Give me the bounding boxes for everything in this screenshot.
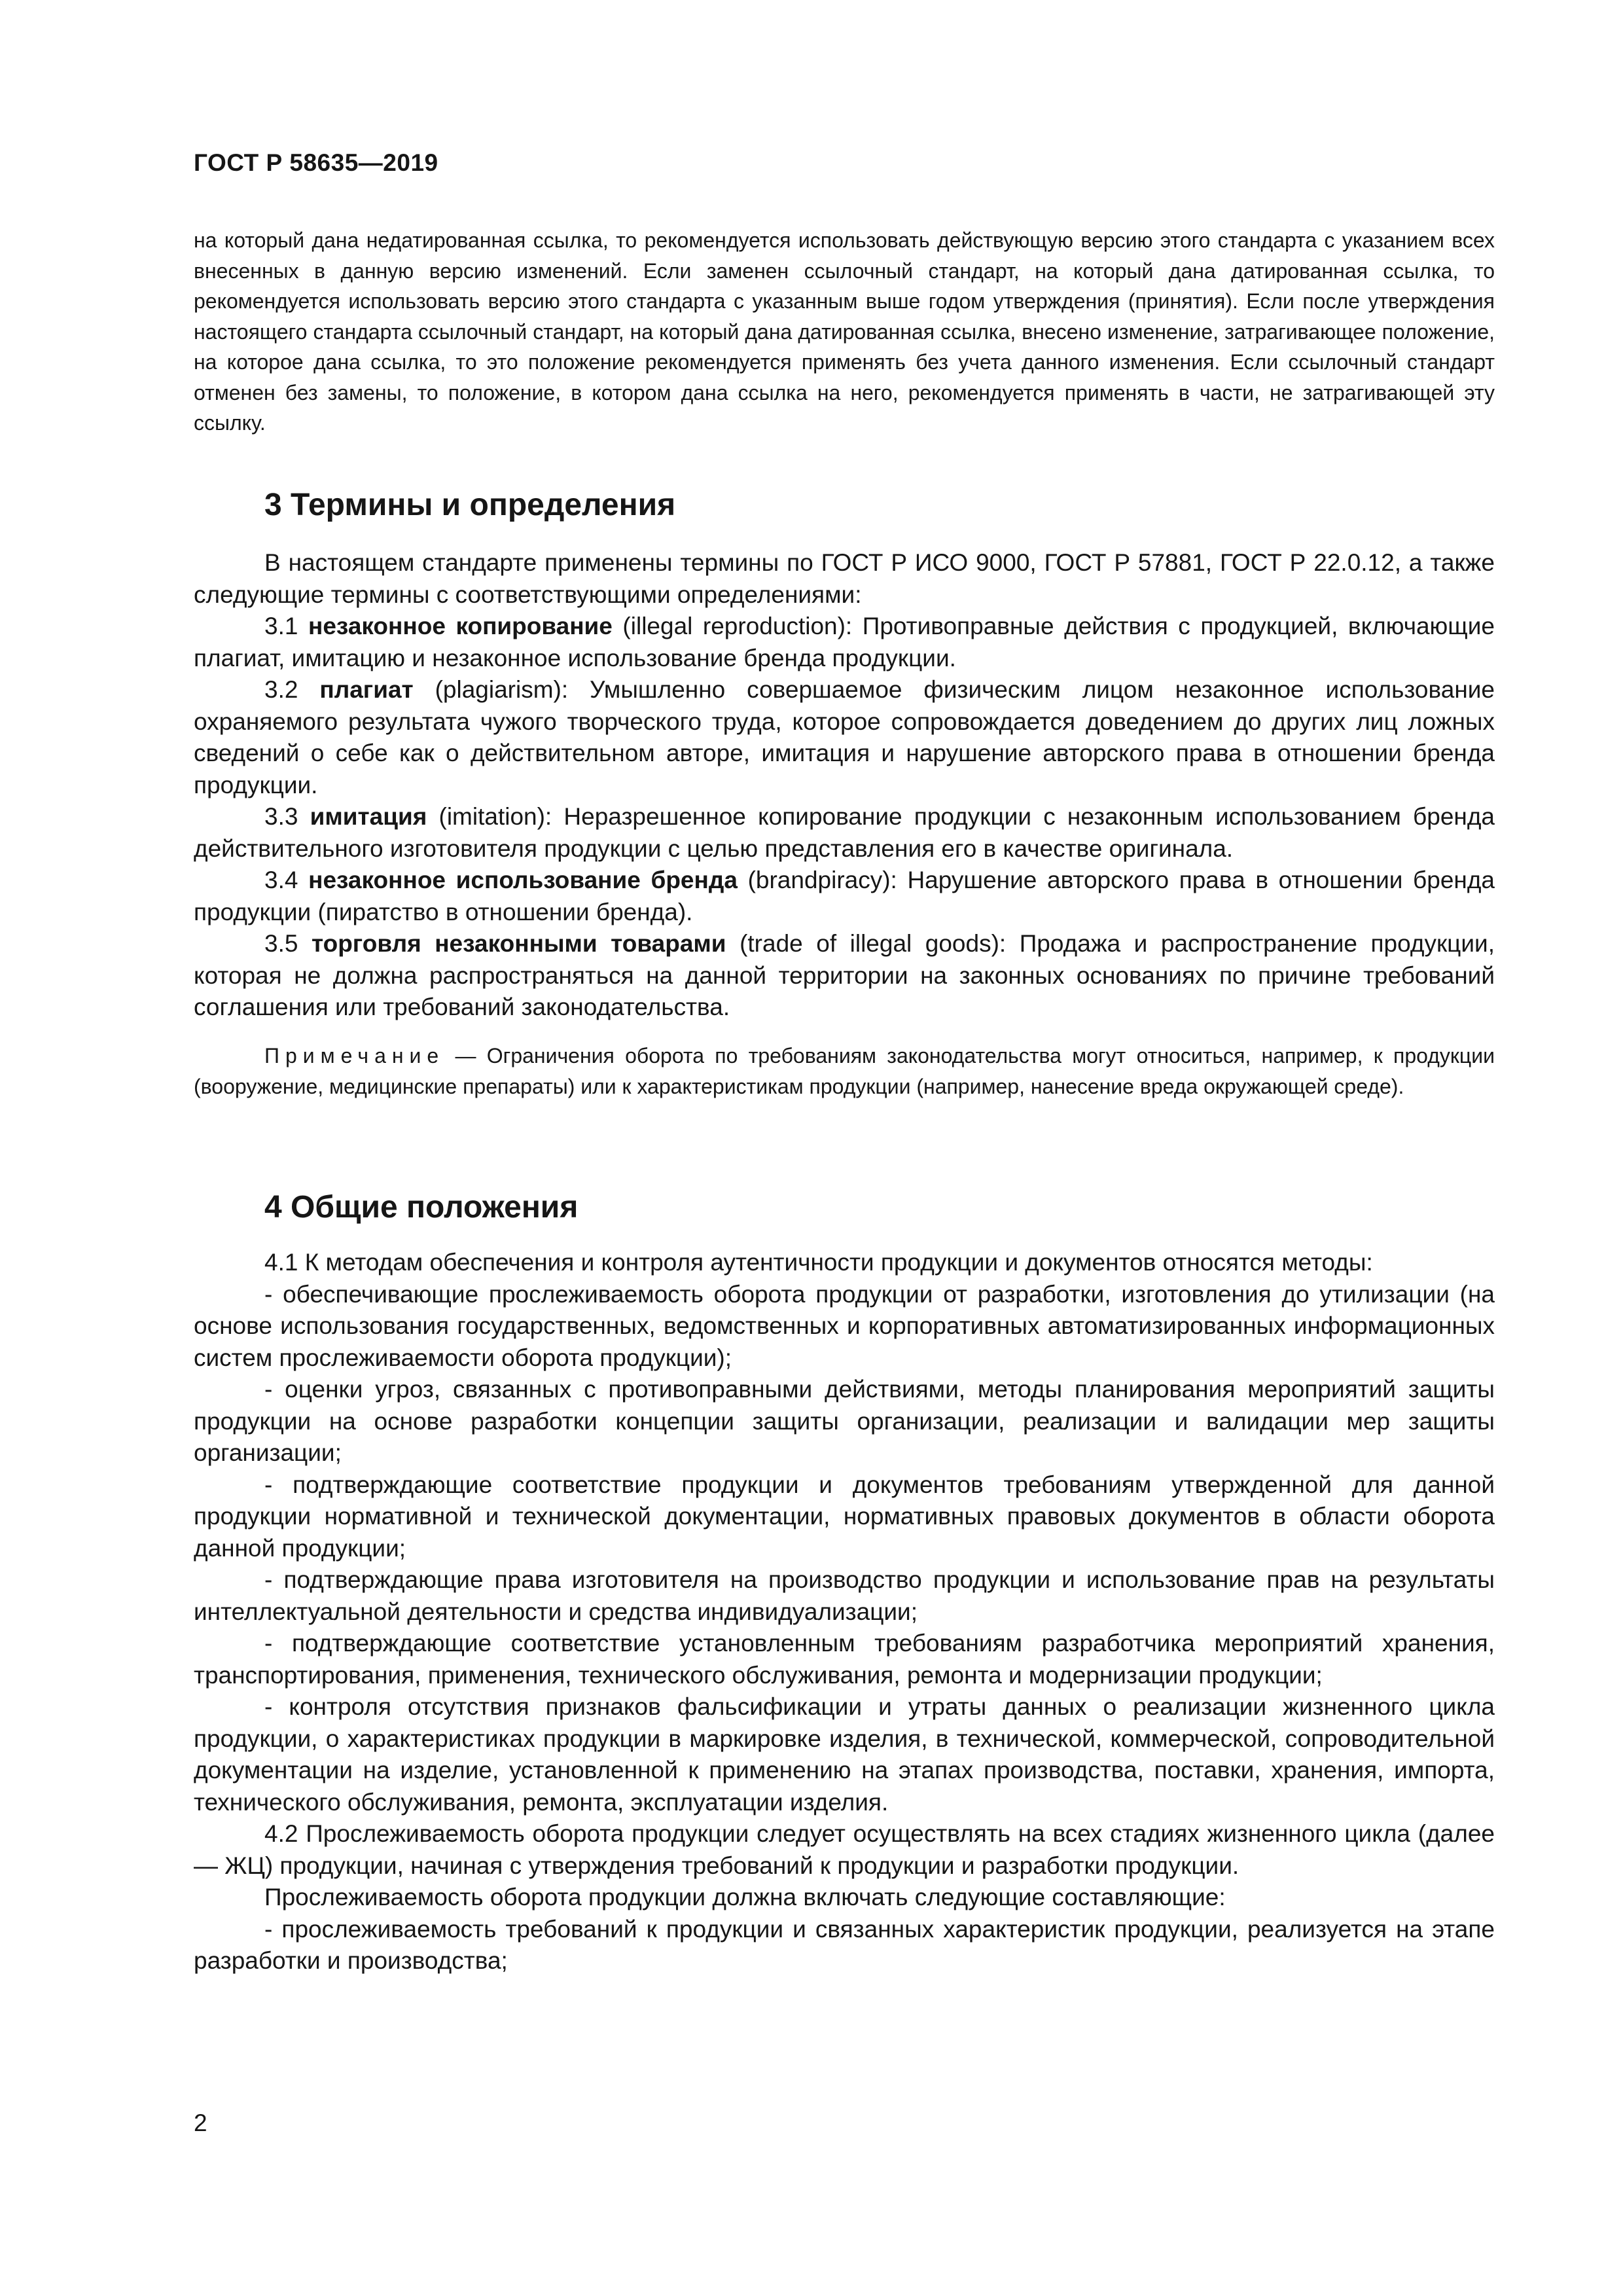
list-item: - контроля отсутствия признаков фальсификации и утраты данных о реализации жизненного цикла продукции, о характеристиках продукции в маркировке изделия, в технической, коммерческой, сопроводительной документации на изделие, установленной к применению на этапах производства, поставки, хранения, импорта, технического обслуживания, ремонта, эксплуатации изделия. xyxy=(194,1693,1495,1816)
term-name: плагиат xyxy=(319,676,414,703)
terms-block xyxy=(194,547,1495,1024)
list-item: - оценки угроз, связанных с противоправными действиями, методы планирования мероприятий защиты продукции на основе разработки концепции защиты организации, реализации и валидации мер защиты организации; xyxy=(194,1376,1495,1466)
term-definition: (illegal reproduction): Противоправные действия с продукцией, включающие плагиат, имитацию и незаконное использование бренда продукции. xyxy=(194,613,1495,672)
term-definition: (imitation): Неразрешенное копирование продукции с незаконным использованием бренда действительного изготовителя продукции с целью представления его в качестве оригинала. xyxy=(194,803,1495,862)
term-3-4 xyxy=(194,865,1495,928)
paragraph-traceability: Прослеживаемость оборота продукции должна включать следующие составляющие: xyxy=(264,1884,1226,1910)
term-definition: (plagiarism): Умышленно совершаемое физическим лицом незаконное использование охраняемого результата чужого творческого труда, которое сопровождается доведением до других лиц ложных сведений о себе как о действительном авторе, имитация и нарушение авторского права в отношении бренда продукции. xyxy=(194,676,1495,798)
list-item: - обеспечивающие прослеживаемость оборота продукции от разработки, изготовления до утилизации (на основе использования государственных, ведомственных и корпоративных автоматизированных информационных систем прослеживаемости оборота продукции); xyxy=(194,1280,1495,1371)
general-block xyxy=(194,1247,1495,1977)
term-number: 3.1 xyxy=(264,613,298,639)
paragraph-4-2: 4.2 Прослеживаемость оборота продукции следует осуществлять на всех стадиях жизненного цикла (далее — ЖЦ) продукции, начиная с утверждения требований к продукции и разработки продукции. xyxy=(194,1820,1495,1879)
document-header: ГОСТ Р 58635—2019 xyxy=(194,149,438,176)
term-3-3 xyxy=(194,801,1495,865)
section-3-title: 3 Термины и определения xyxy=(264,488,676,522)
term-3-1 xyxy=(194,611,1495,674)
list-item: - подтверждающие соответствие установленным требованиям разработчика мероприятий хранения, транспортирования, применения, технического обслуживания, ремонта и модернизации продукции; xyxy=(194,1630,1495,1689)
term-name: незаконное копирование xyxy=(308,613,613,639)
terms-lead: В настоящем стандарте применены термины по ГОСТ Р ИСО 9000, ГОСТ Р 57881, ГОСТ Р 22.0.12, а также следующие термины с соответствующими определениями: xyxy=(194,549,1495,608)
page-number: 2 xyxy=(194,2109,207,2136)
section-4-title: 4 Общие положения xyxy=(264,1190,579,1225)
paragraph-4-1: 4.1 К методам обеспечения и контроля аутентичности продукции и документов относятся методы: xyxy=(264,1249,1373,1276)
term-3-5 xyxy=(194,928,1495,1024)
term-name: торговля незаконными товарами xyxy=(311,930,726,957)
term-definition: (trade of illegal goods): Продажа и распространение продукции, которая не должна распространяться на данной территории на законных основаниях по причине требований соглашения или требований законодательства. xyxy=(194,930,1495,1020)
list-item: - подтверждающие права изготовителя на производство продукции и использование прав на результаты интеллектуальной деятельности и средства индивидуализации; xyxy=(194,1566,1495,1625)
term-number: 3.5 xyxy=(264,930,298,957)
term-number: 3.4 xyxy=(264,867,298,893)
list-item: - подтверждающие соответствие продукции и документов требованиям утвержденной для данной продукции нормативной и технической документации, нормативных правовых документов в области оборота данной продукции; xyxy=(194,1471,1495,1562)
term-definition: (brandpiracy): Нарушение авторского права в отношении бренда продукции (пиратство в отношении бренда). xyxy=(194,867,1495,925)
term-number: 3.3 xyxy=(264,803,298,830)
term-number: 3.2 xyxy=(264,676,298,703)
term-3-2 xyxy=(194,674,1495,801)
list-item: - прослеживаемость требований к продукции и связанных характеристик продукции, реализуется на этапе разработки и производства; xyxy=(194,1915,1495,1974)
note xyxy=(194,1041,1495,1102)
note-text: — Ограничения оборота по требованиям законодательства могут относиться, например, к продукции (вооружение, медицинские препараты) или к характеристикам продукции (например, нанесение вреда окружающей среде). xyxy=(194,1044,1495,1098)
term-name: незаконное использование бренда xyxy=(308,867,738,893)
term-name: имитация xyxy=(310,803,427,830)
intro-paragraph: на который дана недатированная ссылка, то рекомендуется использовать действующую версию этого стандарта с указанием всех внесенных в данную версию изменений. Если заменен ссылочный стандарт, на который дана датированная ссылка, то рекомендуется использовать версию этого стандарта с указанным выше годом утверждения (принятия). Если после утверждения настоящего стандарта ссылочный стандарт, на который дана датированная ссылка, внесено изменение, затрагивающее положение, на которое дана ссылка, то это положение рекомендуется применять без учета данного изменения. Если ссылочный стандарт отменен без замены, то положение, в котором дана ссылка на него, рекомендуется применять в части, не затрагивающей эту ссылку. xyxy=(194,228,1495,435)
note-label: Примечание xyxy=(264,1044,445,1067)
